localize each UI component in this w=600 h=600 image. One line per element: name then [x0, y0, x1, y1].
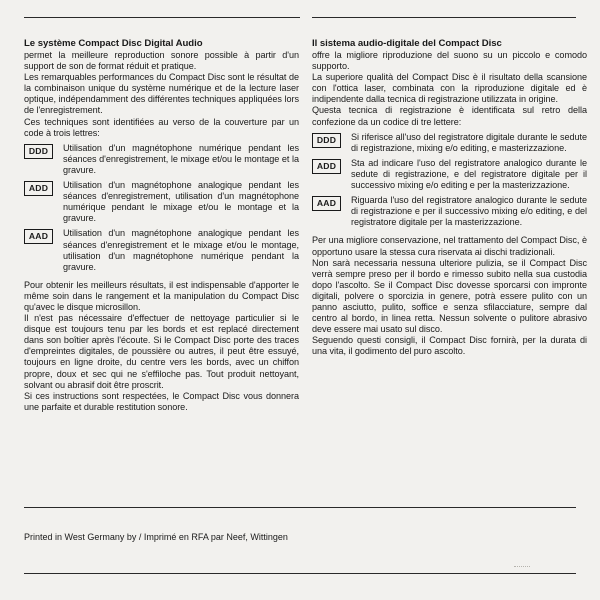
- french-code-ddd-text: Utilisation d'un magnétophone numérique pendant les séances d'enregistrement, le mixage et/ou le montage et la gravure.: [63, 142, 299, 175]
- french-code-intro: Ces techniques sont identifiées au verso de la couverture par un code à trois lettres:: [24, 116, 299, 138]
- french-code-ddd: [24, 143, 299, 176]
- italian-column: [312, 38, 587, 357]
- french-care: Pour obtenir les meilleurs résultats, il est indispensable d'apporter le même soin dans le rangement et la manipulation du Compact Disc qu'avec le disque microsillon.: [24, 279, 299, 312]
- top-rule: [24, 17, 300, 18]
- code-badge-ddd: DDD: [24, 144, 53, 159]
- code-badge-ddd: DDD: [312, 133, 341, 148]
- italian-quality: La superiore qualità del Compact Disc è il risultato della scansione con l'ottica laser, combinata con la riproduzione digitale ed è indipendente dalla tecnica di registrazione utilizzata in origine.: [312, 72, 587, 105]
- french-title: Le système Compact Disc Digital Audio: [24, 38, 203, 49]
- code-badge-add: ADD: [312, 159, 341, 174]
- french-cleaning: Il n'est pas nécessaire d'effectuer de nettoyage particulier si le disque est toujours tenu par les bords et est replacé directement dans son boîtier après l'écoute. Si le Compact Disc porte des traces d'empreintes digitales, de poussière ou autres, il peut être essuyé, toujours en ligne droite, du centre vers les bords, avec un chiffon propre, doux et sec qui ne s'effiloche pas. Tout produit nettoyant, solvant ou abrasif doit être proscrit.: [24, 313, 299, 390]
- scan-mark: [514, 566, 530, 571]
- french-code-aad: [24, 228, 299, 272]
- french-intro: permet la meilleure reproduction sonore possible à partir d'un support de son de format réduit et pratique.: [24, 50, 299, 72]
- code-badge-add: ADD: [24, 181, 53, 196]
- french-performance: Les remarquables performances du Compact Disc sont le résultat de la combinaison unique du système numérique et de la lecture laser optique, indépendamment des différentes techniques appliquées lors de l'enregistrement.: [24, 72, 299, 116]
- italian-closing: Seguendo questi consigli, il Compact Disc fornirà, per la durata di una vita, il godimento del puro ascolto.: [312, 335, 587, 357]
- code-badge-aad: AAD: [24, 229, 53, 244]
- italian-code-aad-text: Riguarda l'uso del registratore analogico durante le sedute di registrazione e per il successivo mixing e/o editing, e del registratore digitale per la masterizzazione.: [351, 195, 587, 228]
- italian-intro: offre la migliore riproduzione del suono su un piccolo e comodo supporto.: [312, 50, 587, 72]
- bottom-rule: [24, 573, 576, 574]
- italian-code-add: [312, 158, 587, 191]
- italian-code-aad: [312, 195, 587, 228]
- top-rule-right: [312, 17, 576, 18]
- italian-code-intro: Questa tecnica di registrazione è identificata sul retro della confezione da un codice di tre lettere:: [312, 105, 587, 127]
- italian-code-add-text: Sta ad indicare l'uso del registratore analogico durante le sedute di registrazione, e del registratore digitale per il successivo mixing e/o editing e per la masterizzazione.: [351, 157, 587, 191]
- footer-top-rule: [24, 507, 576, 508]
- italian-care: Per una migliore conservazione, nel trattamento del Compact Disc, è opportuno usare la stessa cura riservata ai dischi tradizionali.: [312, 235, 587, 257]
- italian-cleaning: Non sarà necessaria nessuna ulteriore pulizia, se il Compact Disc verrà sempre preso per il bordo e rimesso subito nella sua custodia dopo l'ascolto. Se il Compact Disc dovesse sporcarsi con impronte digitali, polvere o sporcizia in genere, potrà essere pulito con un panno asciutto, pulito, soffice e senza sfilacciature, sempre dal centro al bordo, in linea retta. Nessun solvente o pulitore abrasivo deve essere mai usato sul disco.: [312, 257, 587, 335]
- code-badge-aad: AAD: [312, 196, 341, 211]
- french-code-add: [24, 180, 299, 224]
- italian-code-ddd-text: Si riferisce all'uso del registratore digitale durante le sedute di registrazione, mixing e/o editing, e masterizzazione.: [351, 131, 587, 153]
- italian-title: Il sistema audio-digitale del Compact Disc: [312, 38, 502, 49]
- french-column: [24, 38, 299, 413]
- french-code-add-text: Utilisation d'un magnétophone analogique pendant les séances d'enregistrement, utilisation d'un magnétophone numérique pendant le mixage et/ou le montage et la gravure.: [63, 180, 299, 224]
- french-closing: Si ces instructions sont respectées, le Compact Disc vous donnera une parfaite et durable restitution sonore.: [24, 390, 299, 412]
- italian-code-ddd: [312, 132, 587, 154]
- french-code-aad-text: Utilisation d'un magnétophone analogique pendant les séances d'enregistrement et le mixage et/ou le montage, utilisation d'un magnétophone numérique pendant la gravure.: [63, 228, 299, 272]
- printer-credit: Printed in West Germany by / Imprimé en RFA par Neef, Wittingen: [24, 532, 288, 542]
